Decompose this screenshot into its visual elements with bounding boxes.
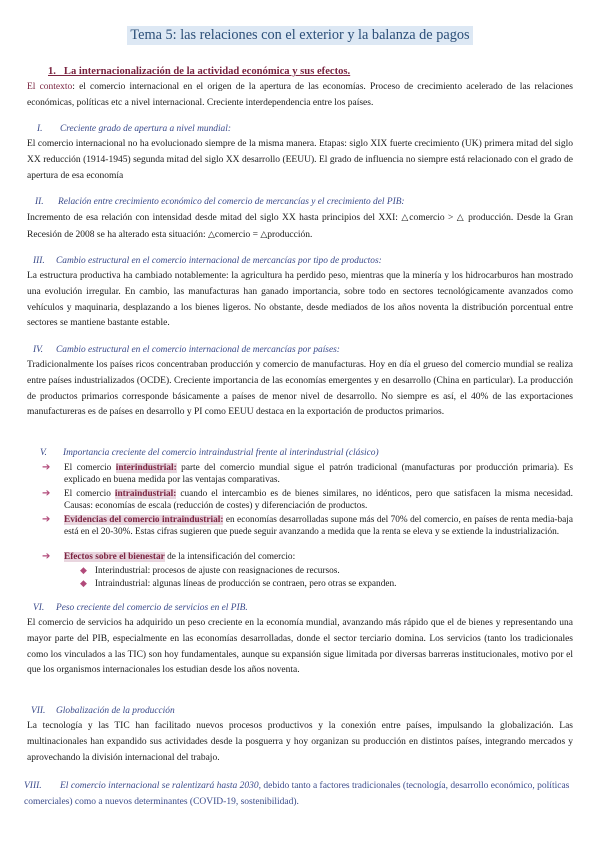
context-paragraph <box>27 80 573 112</box>
subsection-heading-vii: VII. Globalización de la producción <box>31 706 175 716</box>
subsection-text-iii: La estructura productiva ha cambiado notablemente: la agricultura ha perdido peso, mientras que la minería y los hidrocarburos han mostrado una evolución irregular. En cambio, las manufacturas han ganado importancia, sobre todo en sectores tecnológicamente avanzados como vehículos y maquinaria, desplazando a los bienes ligeros. No obstante, desde mediados de los años noventa la distribución porcentual entre sectores se mantiene bastante estable. <box>27 271 573 329</box>
bullet-interindustrial: ➔ El comercio interindustrial: parte del comercio mundial sigue el patrón tradicional (manufacturas por producción primaria). Es explicado en buena medida por las ventajas comparativas. <box>42 462 574 486</box>
bullet-intraindustrial: ➔ El comercio intraindustrial: cuando el intercambio es de bienes similares, no idénticos, pero que satisfacen la misma necesidad. Causas: economías de escala (reducción de costes) y diferenciación de productos. <box>42 488 573 512</box>
title-wrap <box>0 26 600 45</box>
bullet-evidencias: ➔ Evidencias del comercio intraindustrial: en economías desarrolladas supone más del 70% del comercio, en países de renta media-baja está en el 20-30%. Estas cifras sugieren que puede seguir avanzando a medida que la renta se eleva y se extiende la industrialización. <box>42 514 573 538</box>
subsection-text-vi: El comercio de servicios ha adquirido un peso creciente en la economía mundial, avanzando más rápido que el de bienes y representando una mayor parte del PIB, especialmente en las economías desarrolladas, donde el sector terciario domina. Los servicios (tanto los tradicionales como los vinculados a las TIC) son hoy fundamentales, aunque su expansión sigue limitada por diversas barreras institucionales, motivo por el que los organismos internacionales los estudian desde los años noventa. <box>27 618 573 676</box>
subsection-heading-ii: II. Relación entre crecimiento económico del comercio de mercancías y el crecimiento del PIB: <box>35 197 405 207</box>
diamond-icon: ◆ <box>80 565 87 575</box>
arrow-icon: ➔ <box>42 514 51 525</box>
section-heading-1: 1. La internacionalización de la actividad económica y sus efectos. <box>48 66 351 77</box>
subsection-text-i: El comercio internacional no ha evolucionado siempre de la misma manera. Etapas: siglo XIX fuerte crecimiento (UK) primera mitad del siglo XX reducción (1914-1945) segunda mitad del siglo XX desarrollo (EEUU). El grado de influencia no siempre está relacionado con el grado de apertura de esa economía <box>27 139 573 181</box>
subsection-heading-v: V. Importancia creciente del comercio intraindustrial frente al interindustrial (clásico) <box>40 448 379 458</box>
arrow-icon: ➔ <box>42 488 51 499</box>
subsection-heading-i: I. Creciente grado de apertura a nivel mundial: <box>37 124 231 134</box>
delta-icon: △ <box>207 228 215 239</box>
arrow-icon: ➔ <box>42 551 51 562</box>
subsection-text-vii: La tecnología y las TIC han facilitado nuevos procesos productivos y la conexión entre países, impulsando la globalización. Las multinacionales han expandido sus actividades desde la posguerra y hoy organizan su producción en distintos países, integrando mercados y aprovechando la división internacional del trabajo. <box>27 721 573 763</box>
context-label: El contexto <box>27 82 73 92</box>
delta-icon: △ <box>456 212 465 222</box>
subsection-heading-iv: IV. Cambio estructural en el comercio internacional de mercancías por países: <box>33 345 340 355</box>
delta-icon: △ <box>401 212 410 222</box>
subbullet-interindustrial: ◆ Interindustrial: procesos de ajuste con reasignaciones de recursos. <box>80 565 340 576</box>
subsection-text-iv: Tradicionalmente los países ricos concentraban producción y comercio de manufacturas. Hoy en día el grueso del comercio mundial se realiza entre países industrializados (OCDE). Creciente importancia de las economías emergentes y en desarrollo (China en particular). La producción de productos primarios corresponde básicamente a países de menor nivel de desarrollo. No siempre es así, el 40% de las exportaciones manufactureras es de países en desarrollo y PI como EEUU destaca en la exportación de productos primarios. <box>27 360 573 418</box>
arrow-icon: ➔ <box>42 462 51 473</box>
subsection-heading-vi: VI. Peso creciente del comercio de servicios en el PIB. <box>33 603 248 613</box>
bullet-efectos: ➔ Efectos sobre el bienestar de la intensificación del comercio: <box>42 551 296 562</box>
subsection-heading-iii: III. Cambio estructural en el comercio internacional de mercancías por tipo de productos: <box>33 256 382 266</box>
subbullet-intraindustrial: ◆ Intraindustrial: algunas líneas de producción se contraen, pero otras se expanden. <box>80 578 397 589</box>
page-title: Tema 5: las relaciones con el exterior y la balanza de pagos <box>127 26 472 45</box>
subsection-heading-viii: VIII. El comercio internacional se ralentizará hasta 2030, <box>24 781 261 791</box>
delta-icon: △ <box>260 228 268 239</box>
subsection-text-ii: Incremento de esa relación con intensidad desde mitad del siglo XX hasta principios del XXI: △comercio > △ producción. Desde la Gran Recesión de 2008 se ha alterado esta situación: △comercio = △producción. <box>27 212 574 240</box>
diamond-icon: ◆ <box>80 578 87 588</box>
context-text: : el comercio internacional en el origen de la apertura de las economías. Proceso de crecimiento acelerado de las relaciones económicas, políticas etc a nivel internacional. Creciente interdependencia entre los países. <box>27 82 573 108</box>
subsection-viii: VIII. El comercio internacional se ralentizará hasta 2030, debido tanto a factores tradicionales (tecnología, desarrollo económico, políticas comerciales) como a nuevos determinantes (COVID-19, sostenibilidad). <box>24 781 570 807</box>
